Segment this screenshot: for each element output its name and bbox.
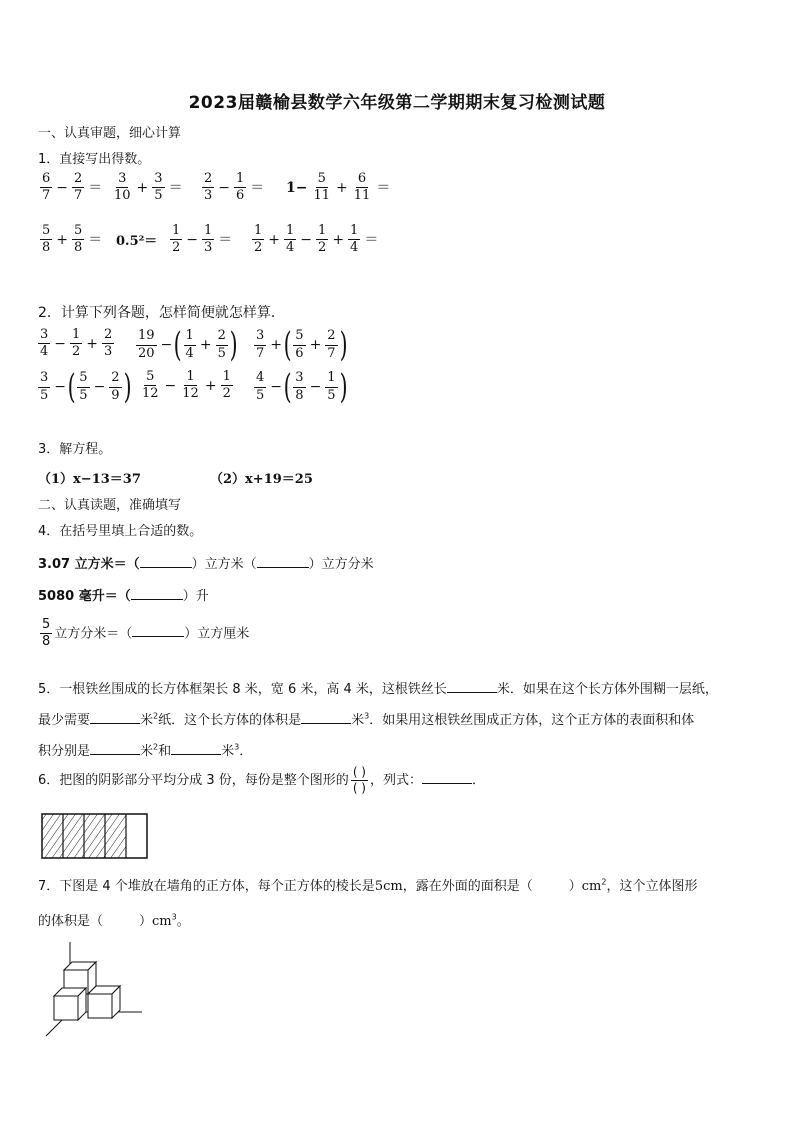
question-1-label: 1．直接写出得数。 — [38, 152, 151, 167]
q4-line-1: 3.07 立方米＝（ ）立方米（ ）立方分米 — [38, 557, 374, 572]
q1-expr-4: 1− $\frac{5}{11}$ + $\frac{6}{11}$ ＝ — [286, 171, 391, 204]
shaded-rectangle-figure — [40, 812, 148, 860]
answer-blank[interactable] — [447, 692, 497, 693]
q2-expr-1: $\frac{3}{4}$ − $\frac{1}{2}$ + $\frac{2}{3}$ — [40, 327, 113, 360]
q2-expr-5: $\frac{5}{12}$ − $\frac{1}{12}$ + $\frac{1}{2}$ — [142, 369, 231, 402]
q5-line-2: 最少需要 米$^2$纸．这个长方体的体积是 米$^3$．如果用这根铁丝围成正方体，这个正方体的表面积和体 — [38, 711, 695, 728]
section-2-heading: 二、认真读题，准确填写 — [38, 498, 182, 513]
q7-line-2: 的体积是（ ）$cm^3$。 — [38, 912, 190, 929]
answer-blank[interactable] — [131, 599, 183, 600]
q1-expr-8: $\frac{1}{2}$ + $\frac{1}{4}$ − $\frac{1}{2}$ + $\frac{1}{4}$ ＝ — [254, 223, 379, 256]
stacked-cubes-figure — [40, 940, 150, 1040]
answer-blank[interactable] — [90, 754, 140, 755]
answer-blank[interactable] — [171, 754, 221, 755]
q2-expr-6: $\frac{4}{5}$ −( $\frac{3}{8}$ − $\frac{1}{5}$ ) — [256, 367, 348, 407]
section-1-heading: 一、认真审题，细心计算 — [38, 126, 182, 141]
q5-line-1: 5．一根铁丝围成的长方体框架长 8 米，宽 6 米，高 4 米，这根铁丝长 米．如果在这个长方体外围糊一层纸， — [38, 682, 718, 697]
q7-line-1: 7．下图是 4 个堆放在墙角的正方体，每个正方体的棱长是5cm，露在外面的面积是（ ）$cm^2$，这个立体图形 — [38, 877, 698, 894]
question-2-label: 2．计算下列各题，怎样简便就怎样算． — [38, 305, 285, 321]
q1-expr-6: 0.5²＝ — [116, 234, 158, 249]
q2-expr-3: $\frac{3}{7}$ +( $\frac{5}{6}$ + $\frac{2}{7}$ ) — [256, 325, 348, 365]
q4-line-3: $\frac{5}{8}$ 立方分米＝（ ）立方厘米 — [42, 617, 250, 650]
q3-equation-2: （2）x+19＝25 — [210, 472, 313, 487]
q1-expr-2: $\frac{3}{10}$ + $\frac{3}{5}$ ＝ — [114, 171, 183, 204]
answer-blank[interactable] — [90, 723, 140, 724]
answer-blank[interactable] — [132, 636, 184, 637]
page-title: 2023届赣榆县数学六年级第二学期期末复习检测试题 — [188, 93, 606, 113]
question-3-label: 3．解方程。 — [38, 442, 112, 457]
q4-line-2: 5080 毫升＝（ ）升 — [38, 589, 209, 604]
q5-line-3: 积分别是 米$^2$和 米$^3$． — [38, 742, 253, 759]
q1-expr-5: $\frac{5}{8}$ + $\frac{5}{8}$ ＝ — [42, 223, 103, 256]
q3-equation-1: （1）x−13＝37 — [38, 472, 141, 487]
q6-line: 6．把图的阴影部分平均分成 3 份，每份是整个图形的 ( ) ( ) ，列式： ． — [38, 765, 486, 796]
answer-blank[interactable] — [422, 783, 472, 784]
q2-expr-2: $\frac{19}{20}$ −( $\frac{1}{4}$ + $\frac{2}{5}$ ) — [138, 325, 238, 365]
answer-blank[interactable] — [140, 567, 192, 568]
q1-expr-7: $\frac{1}{2}$ − $\frac{1}{3}$ ＝ — [172, 223, 233, 256]
q1-expr-3: $\frac{2}{3}$ − $\frac{1}{6}$ ＝ — [204, 171, 265, 204]
q2-expr-4: $\frac{3}{5}$ −( $\frac{5}{5}$ − $\frac{2}{9}$ ) — [40, 367, 132, 407]
answer-blank[interactable] — [301, 723, 351, 724]
question-4-label: 4．在括号里填上合适的数。 — [38, 524, 203, 539]
q1-expr-1: $\frac{6}{7}$ − $\frac{2}{7}$ ＝ — [42, 171, 103, 204]
answer-blank[interactable] — [257, 567, 309, 568]
